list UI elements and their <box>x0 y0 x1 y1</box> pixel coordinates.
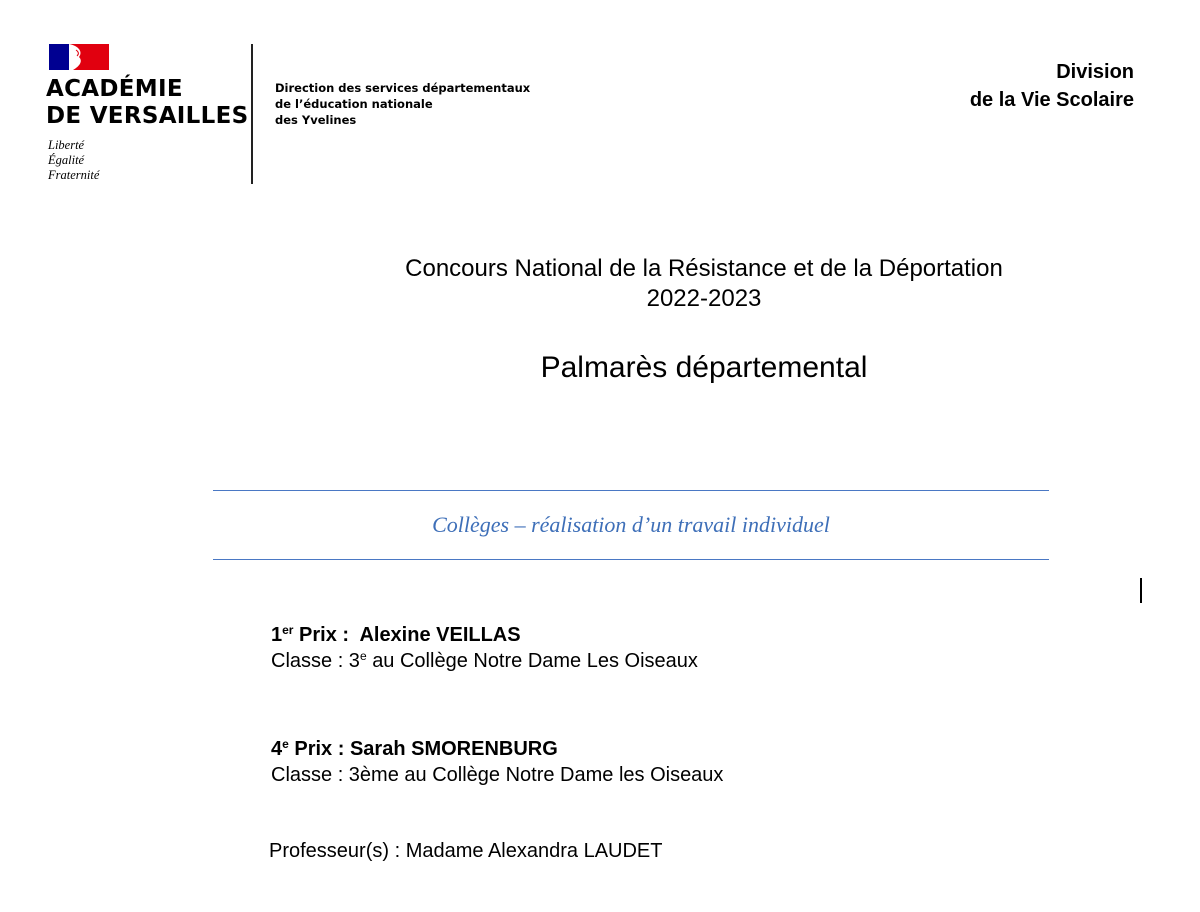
academy-name-line2: DE VERSAILLES <box>46 103 249 129</box>
category-top-rule <box>213 490 1049 491</box>
prize-2-label: Prix : <box>294 738 345 760</box>
republic-motto <box>48 138 99 183</box>
motto-egalite: Égalité <box>48 153 85 167</box>
prize-entry-1 <box>271 622 698 674</box>
contest-name: Concours National de la Résistance et de la Déportation <box>405 255 1003 282</box>
dsden-label <box>275 80 530 128</box>
division-line1: Division <box>1056 61 1134 83</box>
dsden-line1: Direction des services départementaux <box>275 81 531 95</box>
prize-2-heading <box>271 736 723 762</box>
prize-1-class <box>271 648 698 674</box>
contest-title <box>340 254 1068 314</box>
prize-2-winner: Sarah SMORENBURG <box>349 738 558 760</box>
prize-1-class-suffix: e <box>359 649 367 663</box>
prize-1-rank-suffix: er <box>282 623 294 637</box>
prize-2-rank-suffix: e <box>282 737 289 751</box>
dsden-line2: de l’éducation nationale <box>275 97 433 111</box>
teacher-line: Professeur(s) : Madame Alexandra LAUDET <box>269 840 663 862</box>
prize-2-class: Classe : 3ème au Collège Notre Dame les Oiseaux <box>271 764 724 786</box>
prize-1-class-rest: au Collège Notre Dame Les Oiseaux <box>372 650 698 672</box>
motto-fraternite: Fraternité <box>48 168 100 182</box>
page-title: Palmarès départemental <box>540 351 868 384</box>
prize-1-class-prefix: Classe : 3 <box>271 650 360 672</box>
academy-name <box>46 76 248 130</box>
category-label: Collèges – réalisation d’un travail individuel <box>432 512 830 537</box>
logo-divider <box>251 44 253 184</box>
dsden-line3: des Yvelines <box>275 113 357 127</box>
text-cursor <box>1140 578 1142 603</box>
prize-1-rank: 1 <box>271 624 283 646</box>
prize-1-winner: Alexine VEILLAS <box>359 624 521 646</box>
academy-name-line1: ACADÉMIE <box>46 76 183 102</box>
motto-liberte: Liberté <box>48 138 85 152</box>
prize-entry-2 <box>271 736 723 788</box>
prize-2-rank: 4 <box>271 738 283 760</box>
category-bottom-rule <box>213 559 1049 560</box>
marianne-logo-icon <box>49 44 109 70</box>
prize-1-label: Prix : <box>299 624 350 646</box>
prize-1-heading <box>271 622 698 648</box>
contest-year: 2022-2023 <box>646 285 762 312</box>
division-header <box>970 58 1134 114</box>
division-line2: de la Vie Scolaire <box>969 89 1134 111</box>
